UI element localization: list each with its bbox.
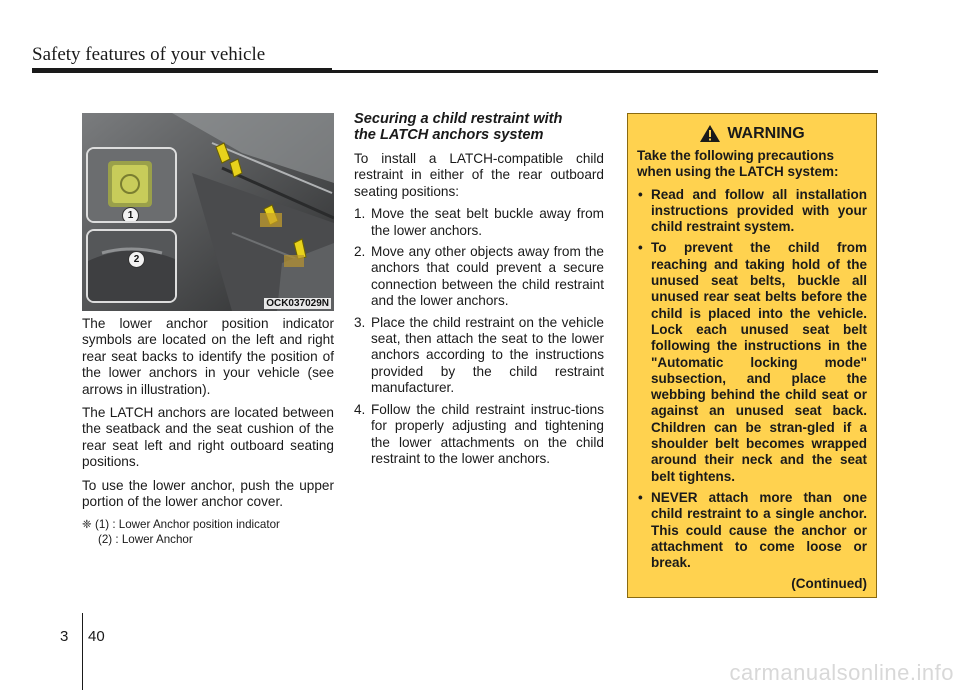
step-text: Follow the child restraint instruc-tions for properly adjusting and tightening the lower attachments on the child restraint to the lower anchors. — [371, 401, 604, 466]
page-number: 40 — [88, 628, 105, 645]
page-header-title: Safety features of your vehicle — [32, 44, 266, 65]
section-title-line-2: the LATCH anchors system — [354, 127, 544, 143]
section-title-line-1: Securing a child restraint with — [354, 111, 563, 127]
legend-item-2: (2) : Lower Anchor — [98, 533, 193, 547]
steps-list — [354, 206, 604, 467]
paragraph-anchor-location: The LATCH anchors are located between the seatback and the seat cushion of the rear seat left and right outboard seating positions. — [82, 405, 334, 470]
step-item — [354, 206, 604, 239]
step-item — [354, 315, 604, 397]
middle-column — [354, 111, 604, 472]
step-number: 2. — [354, 244, 366, 260]
figure-code: OCK037029N — [266, 298, 329, 309]
rear-seat-illustration — [82, 113, 334, 311]
watermark: carmanualsonline.info — [729, 660, 954, 685]
continued-label: (Continued) — [791, 576, 867, 592]
warning-item: • NEVER attach more than one child restraint to a single anchor. This could cause the anchor or attachment to come loose or break. — [637, 490, 867, 571]
step-text: Place the child restraint on the vehicle seat, then attach the seat to the lower anchors according to the instructions provided by the child restraint manufacturer. — [371, 314, 604, 396]
section-intro: To install a LATCH-compatible child restraint in either of the rear outboard seating positions: — [354, 151, 604, 199]
lower-anchor-inset — [86, 229, 177, 303]
legend-item-1: (1) : Lower Anchor position indicator — [94, 518, 280, 532]
warning-title: WARNING — [727, 124, 805, 142]
callout-badge-1: 1 — [122, 207, 139, 223]
warning-list — [637, 187, 867, 572]
step-number: 1. — [354, 206, 366, 222]
step-item — [354, 244, 604, 310]
warning-body — [637, 148, 867, 593]
left-column — [82, 316, 334, 547]
section-number: 3 — [60, 628, 69, 645]
note-symbol: ❈ — [82, 518, 92, 532]
figure-legend — [82, 517, 334, 547]
warning-box — [627, 113, 877, 598]
step-number: 3. — [354, 314, 366, 330]
warning-item: • To prevent the child from reaching and taking hold of the unused seat belts, buckle all unused rear seat belts before the child is placed into the vehicle. Lock each unused seat belt following the instructions in the "Automatic locking mode" subsection, and place the webbing behind the child seat or against an unused seat back. Children can be stran-gled if a shoulder belt becomes wrapped around their neck and the seat belt tightens. — [637, 240, 867, 484]
section-title — [354, 111, 604, 143]
paragraph-indicator-location: The lower anchor position indicator symbols are located on the left and right rear seat backs to identify the position of the lower anchors in your vehicle (see arrows in illustration). — [82, 316, 334, 397]
warning-item: • Read and follow all installation instructions provided with your child restraint system. — [637, 187, 867, 236]
step-text: Move the seat belt buckle away from the lower anchors. — [371, 206, 604, 238]
paragraph-anchor-cover: To use the lower anchor, push the upper portion of the lower anchor cover. — [82, 477, 334, 510]
lower-anchor-indicator-inset — [86, 147, 177, 223]
warning-header — [637, 124, 867, 143]
warning-intro: Take the following precautions when using the LATCH system: — [637, 148, 839, 180]
step-item — [354, 402, 604, 468]
header-rule — [32, 70, 878, 73]
callout-badge-2: 2 — [128, 251, 145, 268]
step-number: 4. — [354, 401, 366, 417]
warning-triangle-icon — [699, 124, 721, 143]
step-text: Move any other objects away from the anchors that could prevent a secure connection between the child restraint and the lower anchors. — [371, 244, 604, 309]
footer-divider — [82, 613, 83, 690]
